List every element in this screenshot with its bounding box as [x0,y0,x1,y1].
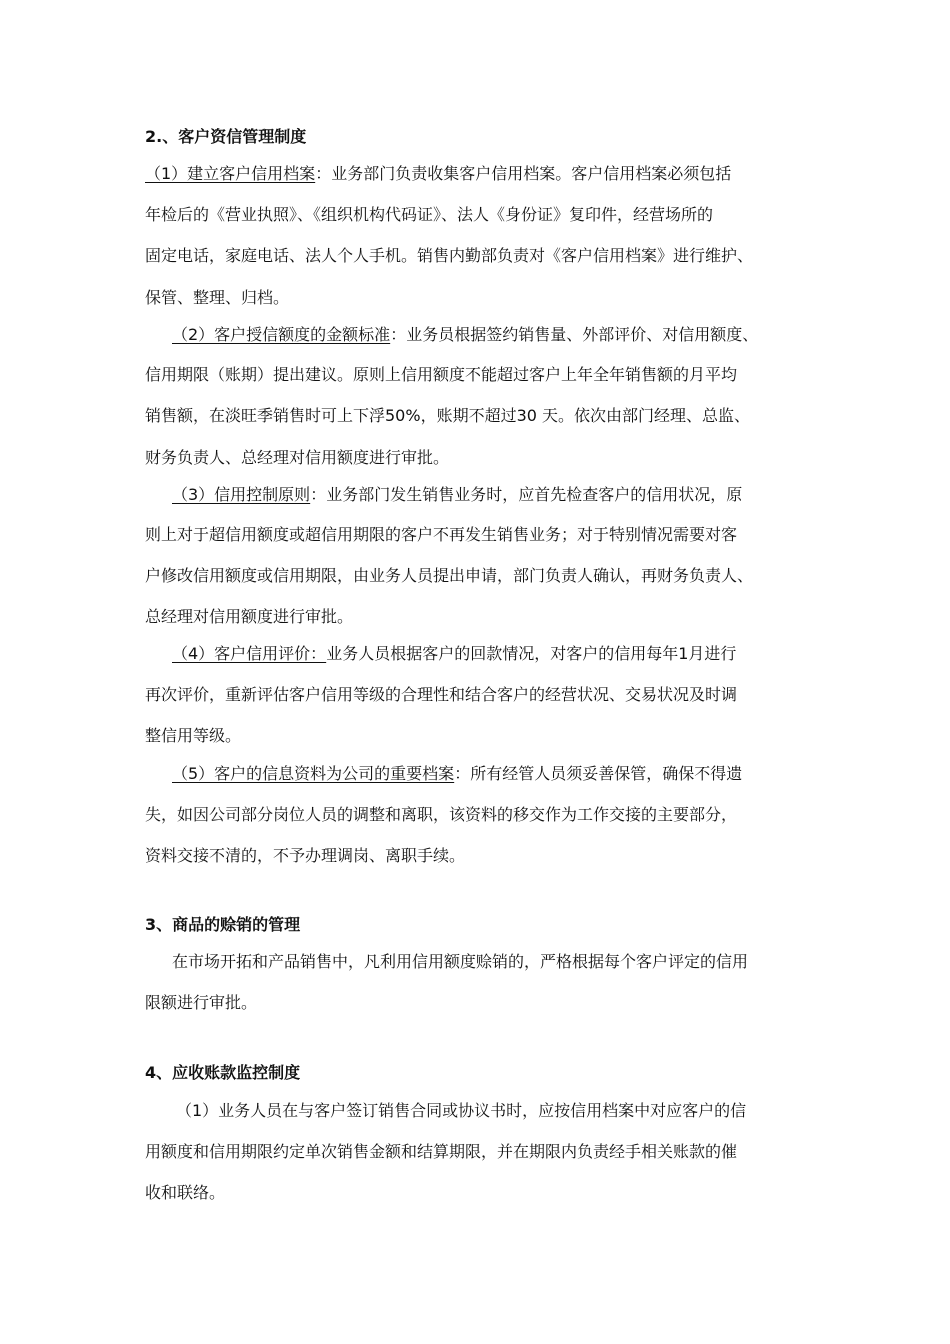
para-2-line-3: 销售额，在淡旺季销售时可上下浮50%，账期不超过30 天。依次由部门经理、总监、 [145,406,751,425]
para-1-line-1 [145,163,731,185]
section-3-heading: 3、商品的赊销的管理 [145,915,301,934]
section-4-line-2: 用额度和信用期限约定单次销售金额和结算期限，并在期限内负责经手相关账款的催 [145,1142,738,1161]
para-2-line-1 [172,324,758,346]
para-2-label: （2）客户授信额度的金额标准 [172,325,391,344]
section-3-line-1: 在市场开拓和产品销售中，凡利用信用额度赊销的，严格根据每个客户评定的信用 [172,952,749,971]
para-5-label: （5）客户的信息资料为公司的重要档案 [172,764,455,783]
para-1-line-2: 年检后的《营业执照》、《组织机构代码证》、法人《身份证》复印件，经营场所的 [145,205,714,224]
para-3-line-4: 总经理对信用额度进行审批。 [145,607,354,626]
section-3-line-2: 限额进行审批。 [145,993,258,1012]
para-2-line-4: 财务负责人、总经理对信用额度进行审批。 [145,448,450,467]
para-4-line-3: 整信用等级。 [145,726,242,745]
para-4-line-1-text: 业务人员根据客户的回款情况，对客户的信用每年1月进行 [326,644,737,663]
para-2-line-1-text: ：业务员根据签约销售量、外部评价、对信用额度、 [390,325,759,344]
para-1-line-4: 保管、整理、归档。 [145,288,290,307]
section-4-heading: 4、应收账款监控制度 [145,1063,301,1082]
section-2-heading: 2.、客户资信管理制度 [145,127,307,146]
section-4-line-1: （1）业务人员在与客户签订销售合同或协议书时，应按信用档案中对应客户的信 [176,1101,747,1120]
para-5-line-3: 资料交接不清的，不予办理调岗、离职手续。 [145,846,466,865]
para-4-line-2: 再次评价，重新评估客户信用等级的合理性和结合客户的经营状况、交易状况及时调 [145,685,738,704]
para-1-line-3: 固定电话，家庭电话、法人个人手机。销售内勤部负责对《客户信用档案》进行维护、 [145,246,754,265]
para-4-label: （4）客户信用评价： [172,644,327,663]
para-3-line-2: 则上对于超信用额度或超信用期限的客户不再发生销售业务；对于特别情况需要对客 [145,525,738,544]
para-5-line-2: 失，如因公司部分岗位人员的调整和离职，该资料的移交作为工作交接的主要部分， [145,805,738,824]
para-3-line-3: 户修改信用额度或信用期限，由业务人员提出申请，部门负责人确认，再财务负责人、 [145,566,754,585]
para-5-line-1-text: ：所有经管人员须妥善保管，确保不得遗 [454,764,743,783]
section-4-line-3: 收和联络。 [145,1183,226,1202]
para-4-line-1 [172,643,736,665]
para-3-label: （3）信用控制原则 [172,485,311,504]
para-2-line-2: 信用期限（账期）提出建议。原则上信用额度不能超过客户上年全年销售额的月平均 [145,365,738,384]
para-3-line-1 [172,484,742,506]
para-3-line-1-text: ：业务部门发生销售业务时，应首先检查客户的信用状况，原 [310,485,743,504]
para-1-line-1-text: ：业务部门负责收集客户信用档案。客户信用档案必须包括 [315,164,732,183]
para-1-label: （1）建立客户信用档案 [145,164,316,183]
para-5-line-1 [172,763,742,785]
